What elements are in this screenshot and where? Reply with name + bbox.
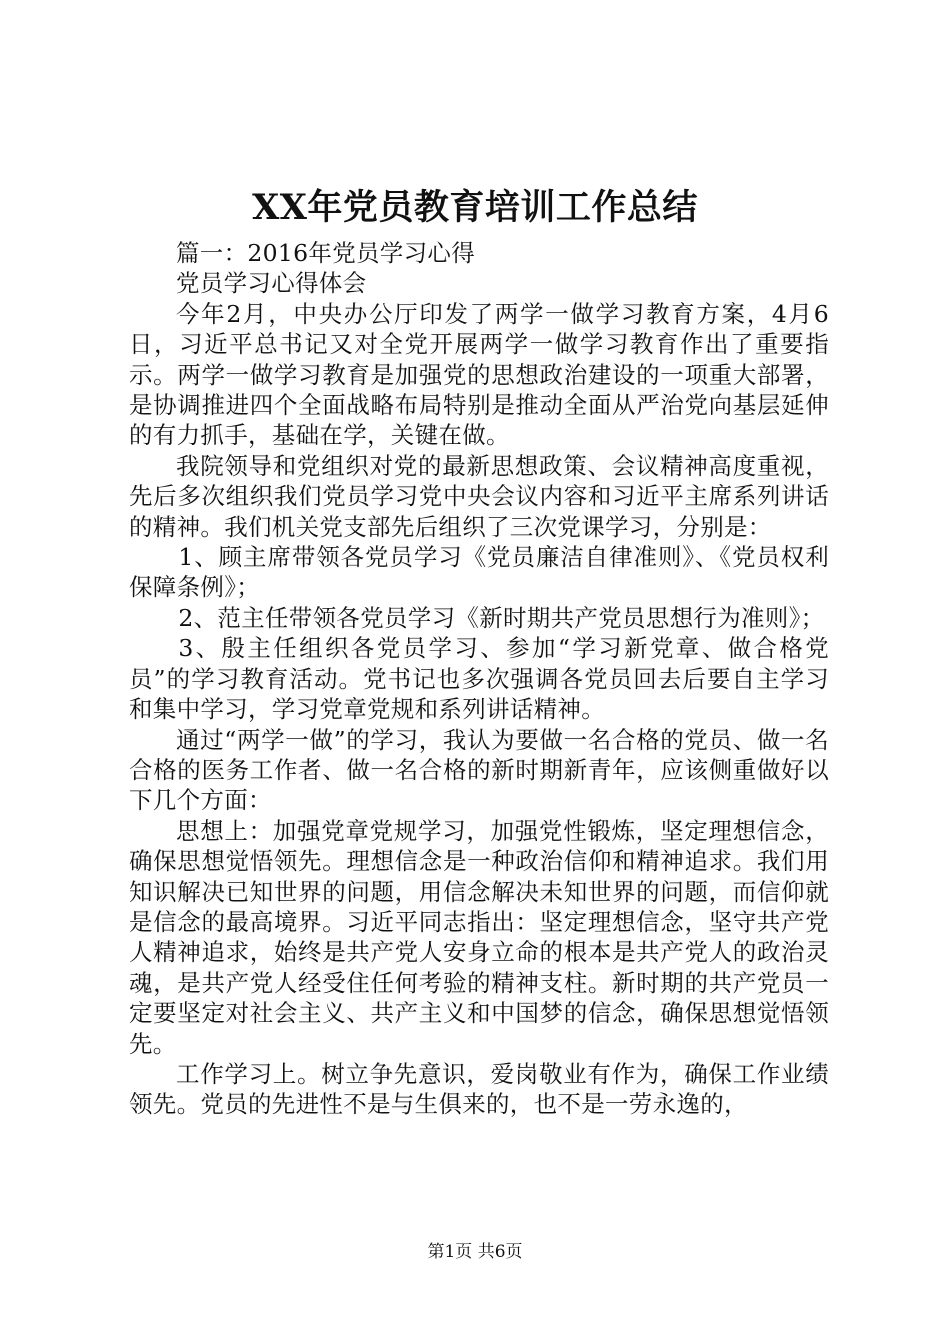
paragraph-section-heading: 篇一：2016年党员学习心得 [176,239,476,267]
paragraph-subheading: 党员学习心得体会 [176,269,367,298]
list-item: 2、范主任带领各党员学习《新时期共产党员思想行为准则》； [178,603,825,632]
paragraph: 今年2月，中央办公厅印发了两学一做学习教育方案，4月6日，习近平总书记又对全党开展两学一做学习教育作出了重要指示。两学一做学习教育是加强党的思想政治建设的一项重大部署，是协调推进四个全面战略布局特别是推动全面从严治党向基层延伸的有力抓手，基础在学，关键在做。 [129,299,829,450]
paragraph: 通过“两学一做”的学习，我认为要做一名合格的党员、做一名合格的医务工作者、做一名合格的新时期新青年，应该侧重做好以下几个方面： [129,725,829,815]
page-number-footer: 第1页 共6页 [427,1242,523,1262]
paragraph: 工作学习上。树立争先意识，爱岗敬业有作为，确保工作业绩领先。党员的先进性不是与生俱来的，也不是一劳永逸的， [129,1059,829,1119]
paragraph: 我院领导和党组织对党的最新思想政策、会议精神高度重视，先后多次组织我们党员学习党中央会议内容和习近平主席系列讲话的精神。我们机关党支部先后组织了三次党课学习，分别是： [129,451,829,541]
list-item: 3、殷主任组织各党员学习、参加“学习新党章、做合格党员”的学习教育活动。党书记也多次强调各党员回去后要自主学习和集中学习，学习党章党规和系列讲话精神。 [129,634,829,724]
document-body [129,238,829,1120]
document-title: XX年党员教育培训工作总结 [252,187,698,228]
list-item: 1、顾主席带领各党员学习《党员廉洁自律准则》、《党员权利保障条例》； [129,543,829,602]
paragraph: 思想上：加强党章党规学习，加强党性锻炼，坚定理想信念，确保思想觉悟领先。理想信念是一种政治信仰和精神追求。我们用知识解决已知世界的问题，用信念解决未知世界的问题，而信仰就是信念的最高境界。习近平同志指出：坚定理想信念，坚守共产党人精神追求，始终是共产党人安身立命的根本是共产党人的政治灵魂，是共产党人经受住任何考验的精神支柱。新时期的共产党员一定要坚定对社会主义、共产主义和中国梦的信念，确保思想觉悟领先。 [129,816,829,1058]
